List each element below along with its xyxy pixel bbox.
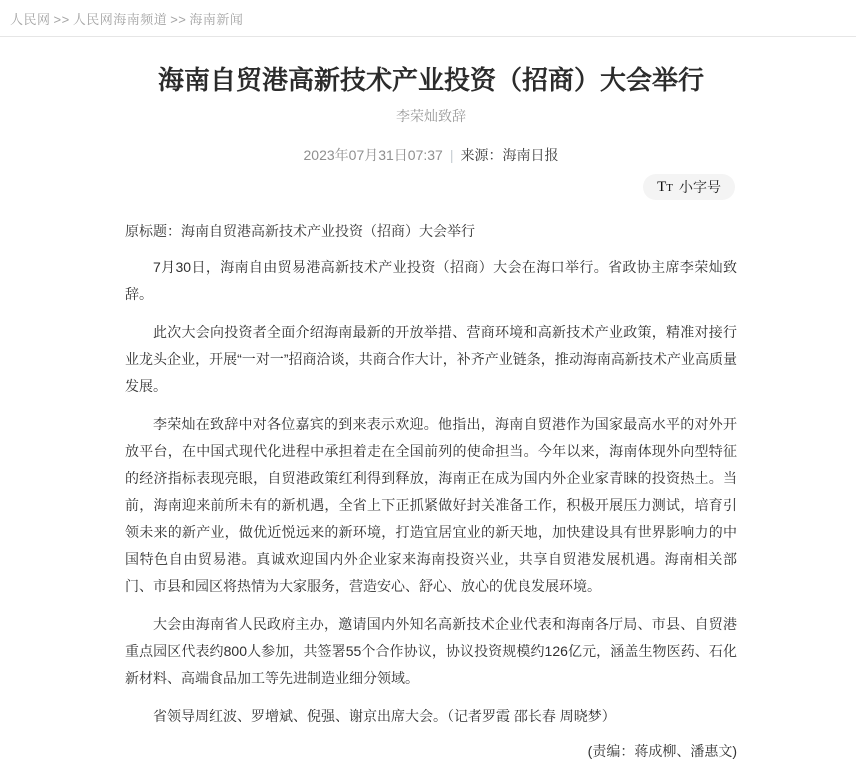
paragraph: 7月30日，海南自由贸易港高新技术产业投资（招商）大会在海口举行。省政协主席李荣灿致辞。 <box>125 259 737 302</box>
breadcrumb-separator: >> <box>53 12 70 27</box>
breadcrumb <box>0 0 862 28</box>
original-title-text: 海南自贸港高新技术产业投资（招商）大会举行 <box>181 223 475 239</box>
header-divider <box>0 36 856 37</box>
source-name: 海南日报 <box>502 147 559 163</box>
editors-credit: (责编：蒋成柳、潘惠文) <box>587 743 737 759</box>
breadcrumb-link-hainan-channel[interactable]: 人民网海南频道 <box>72 12 168 27</box>
breadcrumb-separator: >> <box>170 12 187 27</box>
font-size-button-label: 小字号 <box>679 179 721 195</box>
paragraph: 李荣灿在致辞中对各位嘉宾的到来表示欢迎。他指出，海南自贸港作为国家最高水平的对外开放平台，在中国式现代化进程中承担着走在全国前列的使命担当。今年以来，海南体现外向型特征的经济指标表现亮眼，自贸港政策红利得到释放，海南正在成为国内外企业家青睐的投资热土。当前，海南迎来前所未有的新机遇，全省上下正抓紧做好封关准备工作，积极开展压力测试，培育引领未来的新产业，做优近悦远来的新环境，打造宜居宜业的新天地，加快建设具有世界影响力的中国特色自由贸易港。真诚欢迎国内外企业家来海南投资兴业，共享自贸港发展机遇。海南相关部门、市县和园区将热情为大家服务，营造安心、舒心、放心的优良发展环境。 <box>125 416 737 594</box>
article-subtitle: 李荣灿致辞 <box>396 108 466 124</box>
breadcrumb-link-peoples-daily[interactable]: 人民网 <box>10 12 51 27</box>
font-size-button[interactable] <box>643 174 735 200</box>
publish-datetime: 2023年07月31日07:37 <box>303 147 443 163</box>
article-body <box>125 254 737 730</box>
article-toolbar <box>125 174 737 200</box>
paragraph: 此次大会向投资者全面介绍海南最新的开放举措、营商环境和高新技术产业政策，精准对接行业龙头企业，开展“一对一”招商洽谈，共商合作大计，补齐产业链条，推动海南高新技术产业高质量发展。 <box>125 324 737 394</box>
paragraph: 省领导周红波、罗增斌、倪强、谢京出席大会。（记者罗霞 邵长春 周晓梦） <box>153 708 616 724</box>
page-title: 海南自贸港高新技术产业投资（招商）大会举行 <box>157 65 704 95</box>
meta-separator: | <box>449 147 454 163</box>
original-title-label: 原标题： <box>125 223 181 239</box>
article-meta <box>125 145 737 165</box>
paragraph: 大会由海南省人民政府主办，邀请国内外知名高新技术企业代表和海南各厅局、市县、自贸港重点园区代表约800人参加，共签署55个合作协议，协议投资规模约126亿元，涵盖生物医药、石化新材料、高端食品加工等先进制造业细分领域。 <box>125 616 737 686</box>
breadcrumb-link-hainan-news[interactable]: 海南新闻 <box>189 12 244 27</box>
article-container <box>125 63 737 761</box>
original-title <box>125 221 737 241</box>
font-size-icon: TT <box>657 178 673 195</box>
source-label: 来源： <box>460 147 503 163</box>
